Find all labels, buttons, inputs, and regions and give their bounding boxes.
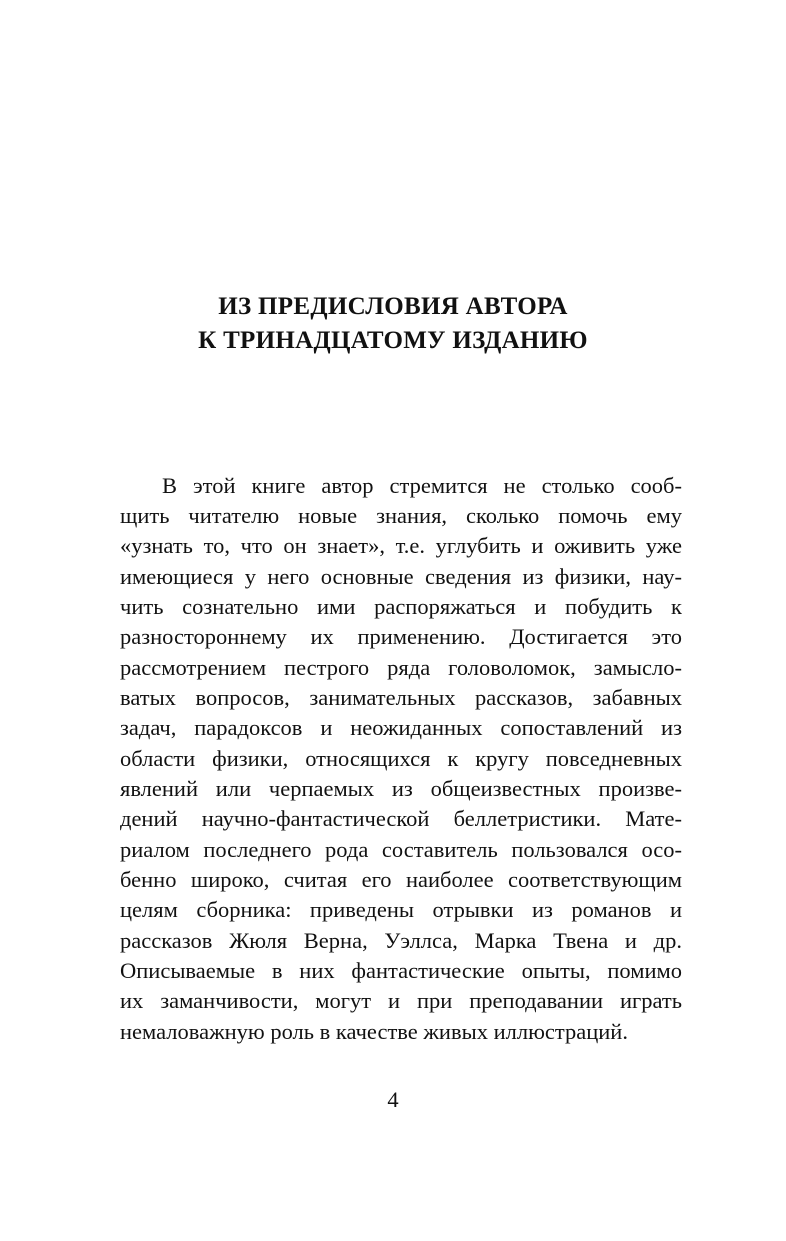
paragraph-line: разностороннему их применению. Достигается это [120,624,682,649]
paragraph-line: области физики, относящихся к кругу повседневных [120,746,682,771]
paragraph-line: явлений или черпаемых из общеизвестных произве- [120,776,682,801]
paragraph-line: щить читателю новые знания, сколько помочь ему [120,503,682,528]
paragraph-line: дений научно-фантастической беллетристики. Мате- [120,806,682,831]
paragraph-line: рассказов Жюля Верна, Уэллса, Марка Твена и др. [120,928,682,953]
paragraph-line: ватых вопросов, занимательных рассказов, забавных [120,685,682,710]
paragraph-line: чить сознательно ими распоряжаться и побудить к [120,594,682,619]
chapter-heading-line-2: К ТРИНАДЦАТОМУ ИЗДАНИЮ [198,327,588,354]
paragraph-line: рассмотрением пестрого ряда головоломок, замысло- [120,655,682,680]
paragraph-line: имеющиеся у него основные сведения из физики, нау- [120,564,682,589]
page-number: 4 [387,1087,399,1112]
paragraph-line: их заманчивости, могут и при преподавании играть [120,988,682,1013]
paragraph-line: задач, парадоксов и неожиданных сопоставлений из [120,715,682,740]
paragraph-line: В этой книге автор стремится не столько сооб- [162,473,682,498]
paragraph-line: бенно широко, считая его наиболее соответствующим [120,867,682,892]
paragraph-line-last: немаловажную роль в качестве живых иллюстраций. [120,1019,628,1044]
paragraph-line: риалом последнего рода составитель пользовался осо- [120,837,682,862]
paragraph-line: целям сборника: приведены отрывки из романов и [120,897,682,922]
paragraph-line: Описываемые в них фантастические опыты, помимо [120,958,682,983]
chapter-heading-line-1: ИЗ ПРЕДИСЛОВИЯ АВТОРА [218,293,568,320]
paragraph-line: «узнать то, что он знает», т.е. углубить и оживить уже [120,533,682,558]
